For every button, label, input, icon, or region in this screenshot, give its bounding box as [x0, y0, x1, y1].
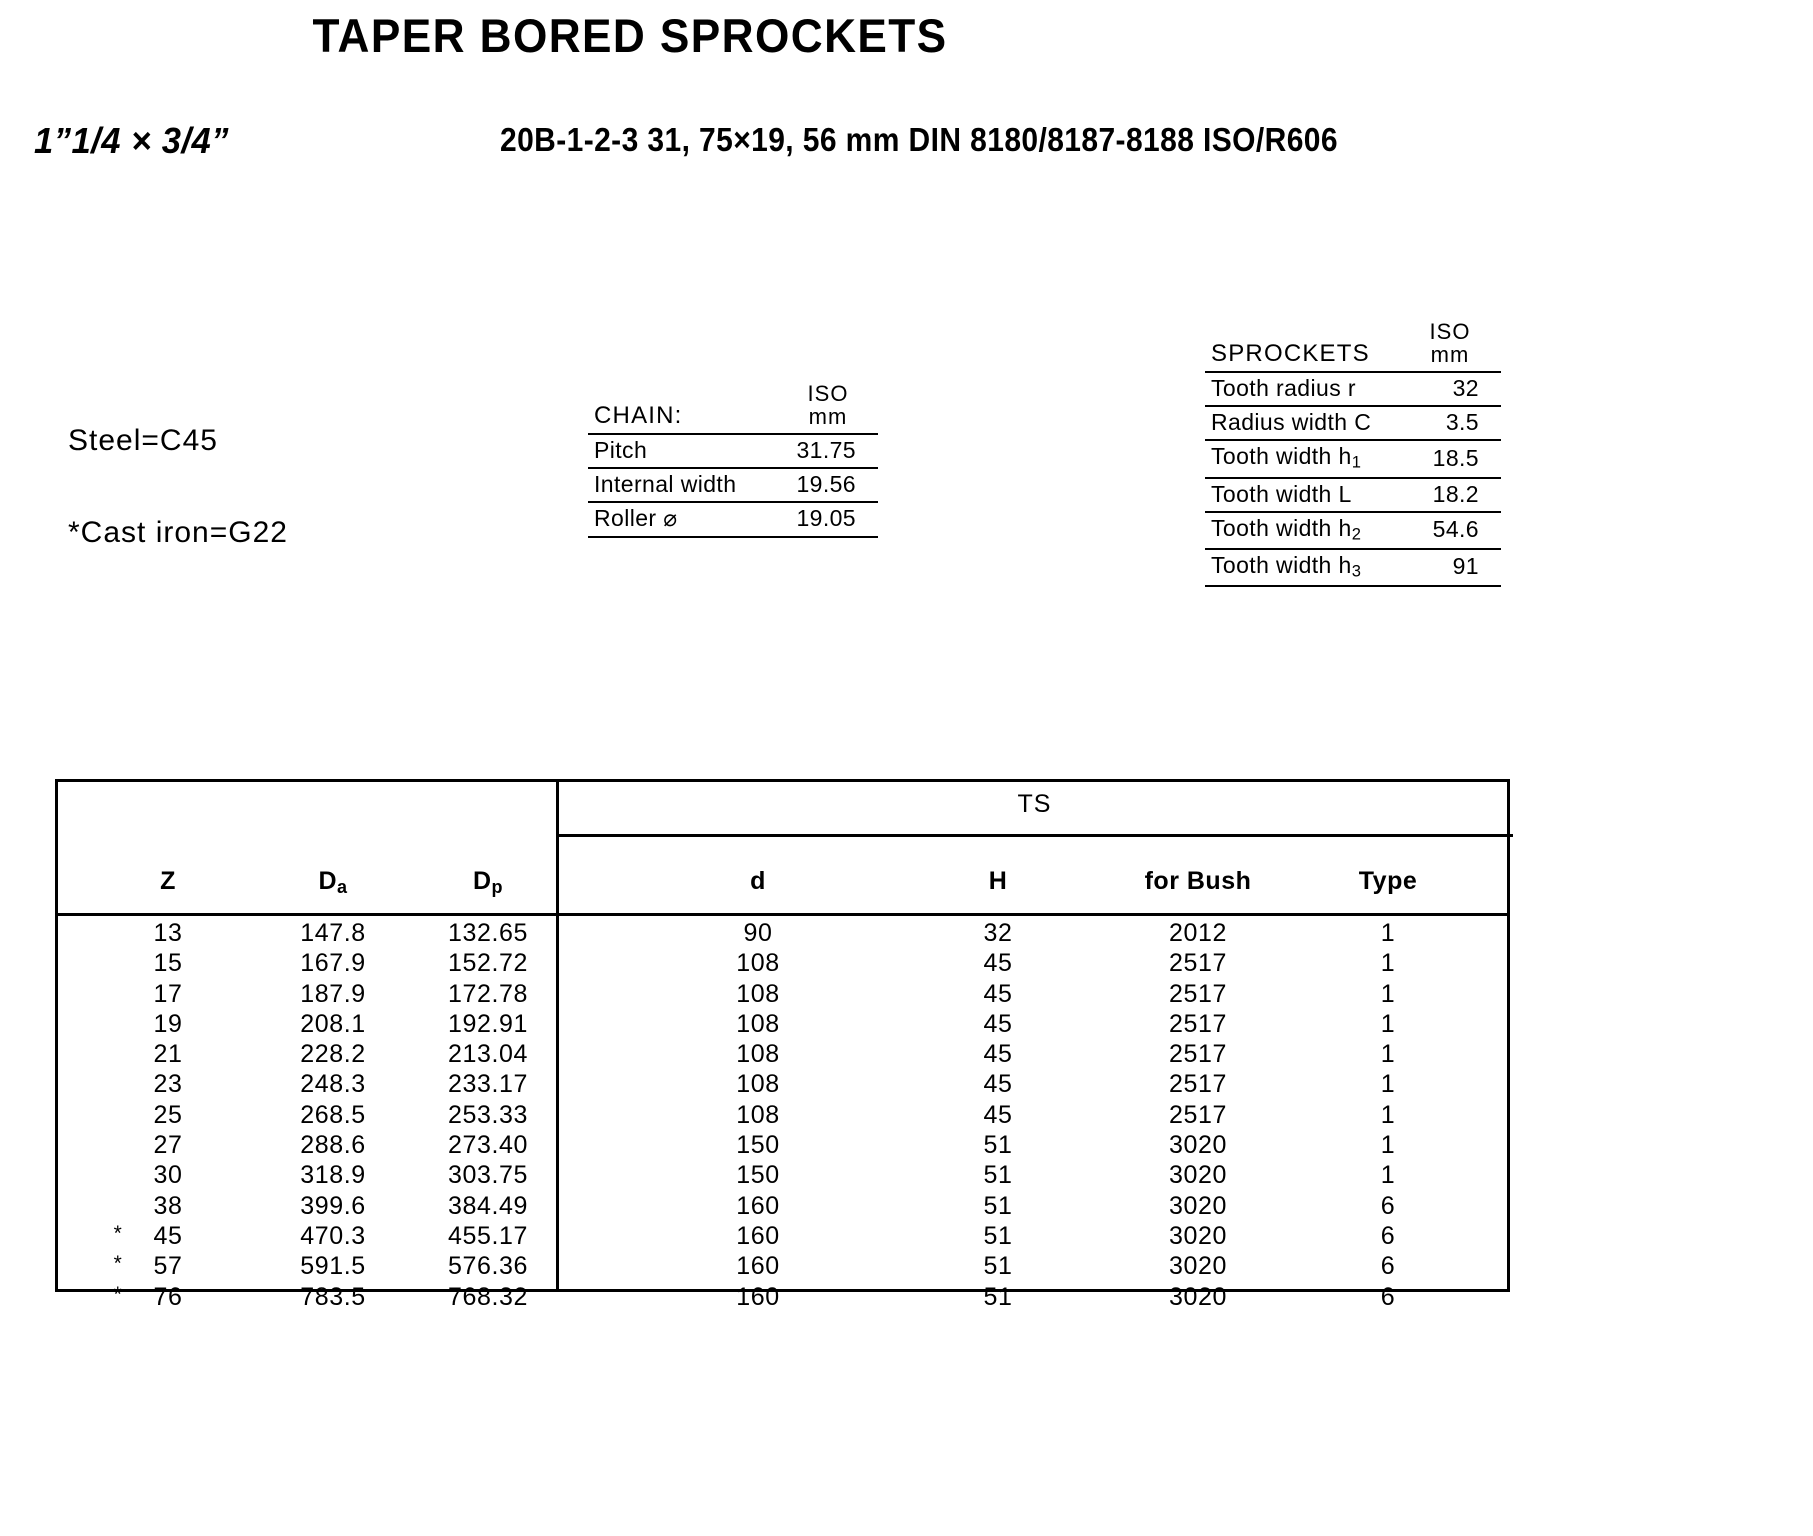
- column-header-d: d: [750, 867, 766, 895]
- cell-ts-h: 51: [983, 1221, 1013, 1250]
- cell-teeth-count: 17: [153, 979, 183, 1008]
- cell-teeth-count: 21: [153, 1040, 183, 1069]
- cell-for-bush: 2517: [1168, 979, 1227, 1008]
- cell-teeth-count: 27: [153, 1131, 183, 1160]
- chain-row-label: Internal width: [588, 468, 784, 502]
- column-header-da-text: D: [318, 867, 338, 895]
- cell-ts-d: 160: [736, 1221, 780, 1250]
- material-note-steel: Steel=C45: [68, 424, 218, 457]
- cell-type: 6: [1380, 1221, 1396, 1250]
- sprockets-row-label: Tooth width L: [1205, 478, 1405, 512]
- cell-for-bush: 3020: [1168, 1161, 1227, 1190]
- cell-ts-h: 45: [983, 1070, 1013, 1099]
- column-header-for-bush: for Bush: [1144, 867, 1252, 895]
- sprockets-row-value: 32: [1405, 372, 1501, 406]
- cell-ts-d: 108: [736, 979, 780, 1008]
- cell-outside-diameter: 288.6: [300, 1131, 366, 1160]
- table-body: [58, 919, 1507, 1313]
- chain-unit: [784, 380, 878, 434]
- chain-row-label: Pitch: [588, 434, 784, 468]
- sprockets-row-label: Tooth width $h_3$: [1205, 549, 1405, 586]
- sprockets-row-value: 18.5: [1405, 440, 1501, 477]
- table-row: [58, 1040, 1507, 1070]
- sprockets-row: [1205, 512, 1501, 549]
- sprockets-row-value: 54.6: [1405, 512, 1501, 549]
- cell-outside-diameter: 318.9: [300, 1161, 366, 1190]
- sprockets-row-value: 91: [1405, 549, 1501, 586]
- chain-row: [588, 502, 878, 536]
- page-title: TAPER BORED SPROCKETS: [312, 9, 948, 62]
- table-row: [58, 949, 1507, 979]
- cell-for-bush: 3020: [1168, 1131, 1227, 1160]
- cell-ts-d: 90: [743, 919, 773, 947]
- cell-pitch-diameter: 253.33: [447, 1100, 529, 1129]
- cell-for-bush: 2012: [1168, 919, 1227, 947]
- cell-ts-d: 160: [736, 1282, 780, 1311]
- cell-ts-h: 45: [983, 979, 1013, 1008]
- cell-teeth-count: 25: [153, 1100, 183, 1129]
- cell-ts-d: 108: [736, 949, 780, 978]
- cell-pitch-diameter: 273.40: [447, 1131, 529, 1160]
- column-group-ts: TS: [1017, 790, 1052, 818]
- scan-watermark: [870, 558, 921, 650]
- sprockets-row-label-subscript: 3: [1351, 561, 1362, 581]
- cell-type: 6: [1380, 1191, 1396, 1220]
- chain-row: [588, 434, 878, 468]
- cell-for-bush: 3020: [1168, 1221, 1227, 1250]
- chain-row: [588, 468, 878, 502]
- table-row: [58, 919, 1507, 949]
- column-header-da-subscript: a: [337, 876, 348, 897]
- table-row: [58, 980, 1507, 1010]
- cell-outside-diameter: 470.3: [300, 1221, 366, 1250]
- sprockets-title: SPROCKETS: [1205, 318, 1405, 372]
- column-header-type: Type: [1358, 867, 1418, 895]
- cell-pitch-diameter: 576.36: [447, 1252, 529, 1281]
- table-row: [58, 1010, 1507, 1040]
- cell-ts-h: 45: [983, 1100, 1013, 1129]
- sprockets-row: [1205, 440, 1501, 477]
- chain-row-value: 19.05: [784, 502, 878, 536]
- cell-ts-d: 108: [736, 1100, 780, 1129]
- cell-pitch-diameter: 192.91: [447, 1009, 529, 1038]
- cell-teeth-count: 23: [153, 1070, 183, 1099]
- cell-outside-diameter: 167.9: [300, 949, 366, 978]
- cell-outside-diameter: 187.9: [300, 979, 366, 1008]
- chain-spec-table: [588, 380, 878, 538]
- cell-for-bush: 2517: [1168, 949, 1227, 978]
- cell-type: 1: [1380, 1070, 1396, 1099]
- cell-ts-d: 108: [736, 1040, 780, 1069]
- table-row: [58, 1222, 1507, 1252]
- column-header-z: Z: [160, 867, 176, 895]
- cell-type: 1: [1380, 949, 1396, 978]
- cell-type: 1: [1380, 1040, 1396, 1069]
- sprockets-spec-table: [1205, 318, 1501, 587]
- sprocket-dimensions-table: [55, 779, 1510, 1311]
- sprockets-row-label: Tooth width $h_2$: [1205, 512, 1405, 549]
- cast-iron-marker: *: [113, 1221, 123, 1245]
- cell-pitch-diameter: 132.65: [447, 919, 529, 947]
- sprockets-row: [1205, 549, 1501, 586]
- cell-outside-diameter: 147.8: [300, 919, 366, 947]
- cell-pitch-diameter: 172.78: [447, 979, 529, 1008]
- sprockets-row-label: Radius width C: [1205, 406, 1405, 440]
- cell-for-bush: 2517: [1168, 1100, 1227, 1129]
- chain-unit-standard: ISO: [807, 381, 849, 406]
- cell-ts-h: 45: [983, 949, 1013, 978]
- cast-iron-marker: *: [113, 1282, 123, 1306]
- cell-pitch-diameter: 384.49: [447, 1191, 529, 1220]
- column-header-da: [243, 867, 423, 898]
- pitch-designation: 1”1/4 × 3/4”: [34, 120, 230, 161]
- cell-teeth-count: 38: [153, 1191, 183, 1220]
- cell-teeth-count: 57: [153, 1252, 183, 1281]
- cast-iron-marker: *: [113, 1252, 123, 1276]
- cell-teeth-count: 15: [153, 949, 183, 978]
- table-row: [58, 1283, 1507, 1313]
- cell-outside-diameter: 399.6: [300, 1191, 366, 1220]
- cell-for-bush: 2517: [1168, 1009, 1227, 1038]
- cell-type: 1: [1380, 1161, 1396, 1190]
- cell-ts-h: 45: [983, 1040, 1013, 1069]
- cell-pitch-diameter: 152.72: [447, 949, 529, 978]
- table-row: [58, 1252, 1507, 1282]
- cell-pitch-diameter: 768.32: [447, 1282, 529, 1311]
- cell-pitch-diameter: 213.04: [447, 1040, 529, 1069]
- table-row: [58, 1070, 1507, 1100]
- cell-ts-d: 108: [736, 1070, 780, 1099]
- cell-ts-h: 45: [983, 1009, 1013, 1038]
- cell-outside-diameter: 783.5: [300, 1282, 366, 1311]
- cell-for-bush: 2517: [1168, 1040, 1227, 1069]
- sprockets-row: [1205, 372, 1501, 406]
- sprockets-row-value: 18.2: [1405, 478, 1501, 512]
- cell-ts-h: 51: [983, 1131, 1013, 1160]
- ts-group-rule: [556, 834, 1513, 837]
- cell-pitch-diameter: 303.75: [447, 1161, 529, 1190]
- chain-row-value: 19.56: [784, 468, 878, 502]
- sprockets-unit-measure: mm: [1430, 342, 1470, 368]
- cell-outside-diameter: 591.5: [300, 1252, 366, 1281]
- sprockets-row-label-subscript: 2: [1351, 524, 1362, 544]
- cell-for-bush: 3020: [1168, 1191, 1227, 1220]
- column-header-h: H: [988, 867, 1008, 895]
- cell-ts-h: 51: [983, 1282, 1013, 1311]
- cell-type: 1: [1380, 919, 1396, 947]
- cell-type: 1: [1380, 979, 1396, 1008]
- cell-teeth-count: 45: [153, 1221, 183, 1250]
- cell-ts-h: 51: [983, 1252, 1013, 1281]
- cell-type: 1: [1380, 1009, 1396, 1038]
- cell-ts-d: 108: [736, 1009, 780, 1038]
- table-row: [58, 1131, 1507, 1161]
- cell-ts-d: 160: [736, 1252, 780, 1281]
- cell-ts-h: 51: [983, 1161, 1013, 1190]
- cell-ts-d: 150: [736, 1131, 780, 1160]
- cell-ts-h: 32: [983, 919, 1013, 947]
- chain-unit-measure: mm: [808, 404, 848, 430]
- sprockets-unit-standard: ISO: [1429, 319, 1471, 344]
- cell-pitch-diameter: 455.17: [447, 1221, 529, 1250]
- sprockets-unit: [1405, 318, 1501, 372]
- cell-outside-diameter: 268.5: [300, 1100, 366, 1129]
- sprockets-row-label-subscript: 1: [1351, 453, 1362, 473]
- chain-title: CHAIN:: [588, 380, 784, 434]
- cell-type: 6: [1380, 1252, 1396, 1281]
- cell-for-bush: 3020: [1168, 1252, 1227, 1281]
- chain-row-value: 31.75: [784, 434, 878, 468]
- cell-teeth-count: 30: [153, 1161, 183, 1190]
- cell-type: 6: [1380, 1282, 1396, 1311]
- chain-row-label: Roller ⌀: [588, 502, 784, 536]
- material-note-cast-iron: *Cast iron=G22: [68, 516, 288, 549]
- sprockets-row: [1205, 478, 1501, 512]
- column-header-dp-subscript: p: [491, 876, 504, 897]
- cell-type: 1: [1380, 1131, 1396, 1160]
- cell-teeth-count: 76: [153, 1282, 183, 1311]
- cell-ts-d: 160: [736, 1191, 780, 1220]
- column-header-dp: [398, 867, 578, 898]
- column-header-dp-text: D: [472, 867, 492, 895]
- cell-pitch-diameter: 233.17: [447, 1070, 529, 1099]
- cell-ts-d: 150: [736, 1161, 780, 1190]
- cell-for-bush: 2517: [1168, 1070, 1227, 1099]
- table-header-rule: [58, 913, 1507, 916]
- table-row: [58, 1101, 1507, 1131]
- cell-teeth-count: 13: [153, 919, 183, 947]
- cell-outside-diameter: 208.1: [300, 1009, 366, 1038]
- sprockets-header-row: [1205, 318, 1501, 372]
- table-row: [58, 1192, 1507, 1222]
- standards-reference: 20B-1-2-3 31, 75×19, 56 mm DIN 8180/8187-8188 ISO/R606: [500, 122, 1338, 159]
- sprockets-row-value: 3.5: [1405, 406, 1501, 440]
- cell-teeth-count: 19: [153, 1009, 183, 1038]
- sprockets-row-label: Tooth radius r: [1205, 372, 1405, 406]
- chain-header-row: [588, 380, 878, 434]
- cell-ts-h: 51: [983, 1191, 1013, 1220]
- cell-outside-diameter: 248.3: [300, 1070, 366, 1099]
- cell-outside-diameter: 228.2: [300, 1040, 366, 1069]
- cell-for-bush: 3020: [1168, 1282, 1227, 1311]
- sprockets-row-label: Tooth width $h_1$: [1205, 440, 1405, 477]
- sprockets-row: [1205, 406, 1501, 440]
- cell-type: 1: [1380, 1100, 1396, 1129]
- table-row: [58, 1161, 1507, 1191]
